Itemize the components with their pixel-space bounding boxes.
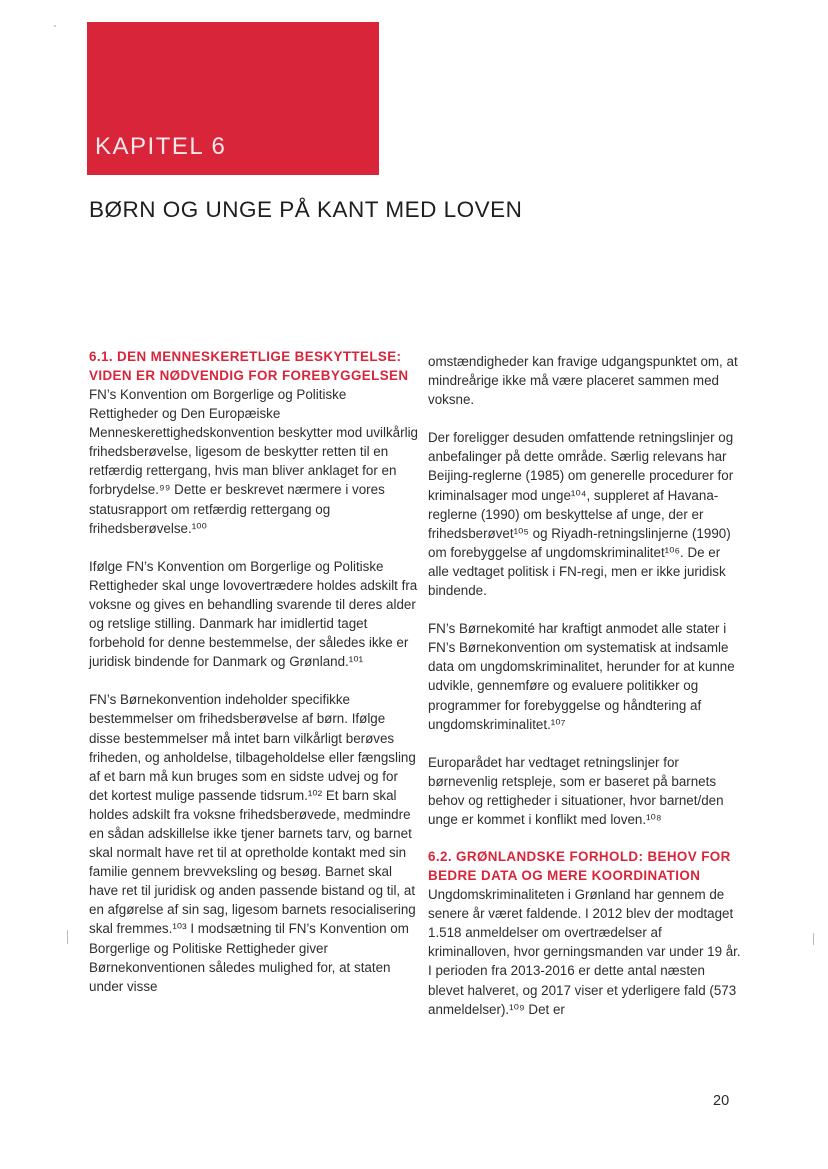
paragraph: Europarådet har vedtaget retningslinjer for børnevenlig retspleje, som er baseret på barnets behov og rettigheder i situationer, hvor barnet/den unge er kommet i konflikt med loven.¹⁰⁸ — [428, 754, 724, 827]
paragraph: FN’s Børnekonvention indeholder specifikke bestemmelser om frihedsberøvelse af børn. Ifølge disse bestemmelser må intet barn vilkårligt berøves friheden, og anholdelse, tilbageholdelse eller fængsling af et barn må kun bruges som en sidste udvej og for det kortest mulige passende tidsrum.¹⁰² Et barn skal holdes adskilt fra voksne frihedsberøvede, medmindre en sådan adskillelse ikke tjener barnets tarv, og barnet skal normalt have ret til at opretholde kontakt med sin familie gennem brevveksling og besøg. Barnet skal have ret til juridisk og anden passende bistand og til, at en afgørelse af sin sag, ligesom barnets resocialisering skal fremmes.¹⁰³ I modsætning til FN’s Konvention om Borgerlige og Politiske Rettigheder giver Børnekonventionen således mulighed for, at staten under visse — [89, 692, 416, 994]
page-number: 20 — [713, 1093, 730, 1109]
chapter-banner — [87, 22, 379, 175]
paragraph: FN’s Konvention om Borgerlige og Politiske Rettigheder og Den Europæiske Menneskerettighedskonvention beskytter mod uvilkårlig frihedsberøvelse, ligesom de beskytter retten til en retfærdig rettergang, hvis man bliver anklaget for en forbrydelse.⁹⁹ Dette er beskrevet nærmere i vores statusrapport om retfærdig rettergang og frihedsberøvelse.¹⁰⁰ — [89, 387, 418, 536]
section-heading-6-1: 6.1. DEN MENNESKERETLIGE BESKYTTELSE: VIDEN ER NØDVENDIG FOR FOREBYGGELSEN — [89, 349, 409, 383]
paragraph: omstændigheder kan fravige udgangspunktet om, at mindreårige ikke må være placeret sammen med voksne. — [428, 354, 738, 408]
paragraph: Ungdomskriminaliteten i Grønland har gennem de senere år været faldende. I 2012 blev der modtaget 1.518 anmeldelser om overtrædelser af kriminalloven, hvor gerningsmanden var under 19 år. I perioden fra 2013-2016 er dette antal næsten blevet halveret, og 2017 viser et yderligere fald (573 anmeldelser).¹⁰⁹ Det er — [428, 887, 741, 1017]
scan-mark — [813, 933, 814, 945]
paragraph: FN’s Børnekomité har kraftigt anmodet alle stater i FN’s Børnekonvention om systematisk at indsamle data om ungdomskriminalitet, herunder for at kunne udvikle, gennemføre og evaluere politikker og programmer for forebyggelse og håndtering af ungdomskriminalitet.¹⁰⁷ — [428, 621, 735, 732]
scan-speck — [54, 25, 56, 27]
right-column — [428, 352, 742, 1019]
chapter-label: KAPITEL 6 — [95, 133, 227, 160]
section-heading-6-2: 6.2. GRØNLANDSKE FORHOLD: BEHOV FOR BEDRE DATA OG MERE KOORDINATION — [428, 849, 731, 883]
paragraph: Ifølge FN’s Konvention om Borgerlige og Politiske Rettigheder skal unge lovovertrædere holdes adskilt fra voksne og gives en behandling svarende til deres alder og retslige stilling. Danmark har imidlertid taget forbehold for denne bestemmelse, der således ikke er juridisk bindende for Danmark og Grønland.¹⁰¹ — [89, 558, 418, 670]
paragraph: Der foreligger desuden omfattende retningslinjer og anbefalinger på dette område. Særlig relevans har Beijing-reglerne (1985) om generelle procedurer for kriminalsager mod unge¹⁰⁴, suppleret af Havana-reglerne (1990) om beskyttelse af unge, der er frihedsberøvet¹⁰⁵ og Riyadh-retningslinjerne (1990) om forebyggelse af ungdomskriminalitet¹⁰⁶. De er alle vedtaget politisk i FN-regi, men er ikke juridisk bindende. — [428, 430, 734, 599]
page-title: BØRN OG UNGE PÅ KANT MED LOVEN — [89, 197, 523, 222]
scan-mark — [67, 930, 68, 944]
left-column — [89, 348, 419, 996]
